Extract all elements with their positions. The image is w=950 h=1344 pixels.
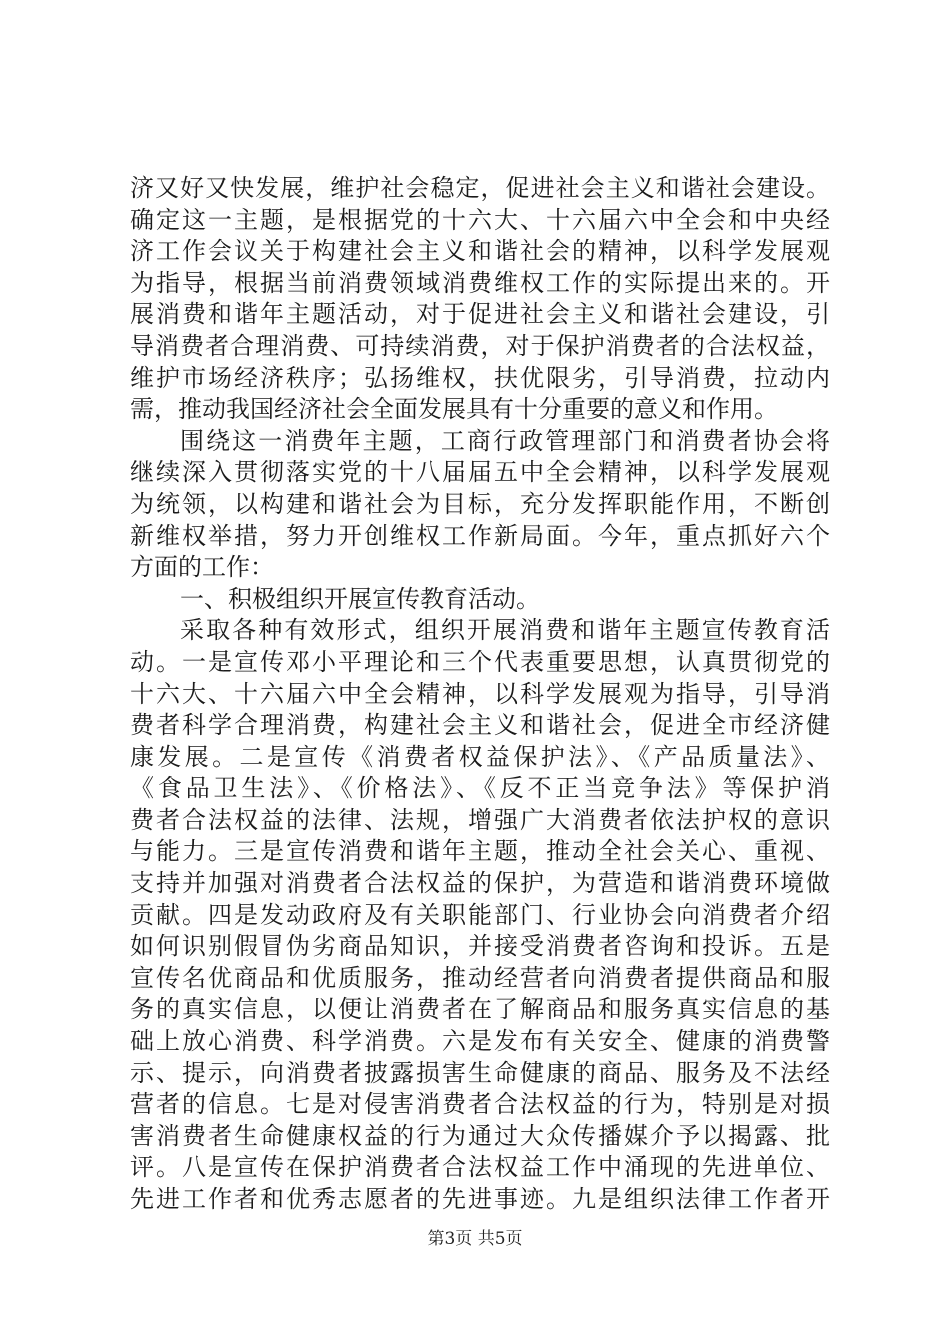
- text-line: 与能力。三是宣传消费和谐年主题，推动全社会关心、重视、: [130, 837, 830, 866]
- text-line: 示、提示，向消费者披露损害生命健康的商品、服务及不法经: [130, 1058, 830, 1087]
- text-line: 一、积极组织开展宣传教育活动。: [180, 584, 540, 613]
- text-line: 先进工作者和优秀志愿者的先进事迹。九是组织法律工作者开: [130, 1185, 830, 1213]
- text-line: 确定这一主题，是根据党的十六大、十六届六中全会和中央经: [130, 205, 830, 234]
- text-line: 评。八是宣传在保护消费者合法权益工作中涌现的先进单位、: [130, 1153, 830, 1182]
- text-line: 支持并加强对消费者合法权益的保护，为营造和谐消费环境做: [130, 869, 830, 898]
- text-line: 费者科学合理消费，构建社会主义和谐社会，促进全市经济健: [130, 711, 830, 740]
- text-line: 费者合法权益的法律、法规，增强广大消费者依法护权的意识: [130, 805, 830, 834]
- text-line: 础上放心消费、科学消费。六是发布有关安全、健康的消费警: [130, 1027, 830, 1056]
- text-line: 动。一是宣传邓小平理论和三个代表重要思想，认真贯彻党的: [130, 647, 830, 676]
- text-line: 继续深入贯彻落实党的十八届届五中全会精神，以科学发展观: [130, 458, 830, 487]
- text-line: 展消费和谐年主题活动，对于促进社会主义和谐社会建设，引: [130, 300, 830, 329]
- text-line: 围绕这一消费年主题，工商行政管理部门和消费者协会将: [180, 426, 830, 455]
- text-line: 为统领，以构建和谐社会为目标，充分发挥职能作用，不断创: [130, 489, 830, 518]
- document-body: [130, 173, 830, 1216]
- page-footer: [0, 1224, 950, 1249]
- text-line: 宣传名优商品和优质服务，推动经营者向消费者提供商品和服: [130, 963, 830, 992]
- page-number-label: 第3页 共5页: [427, 1229, 523, 1249]
- text-line: 《食品卫生法》、《价格法》、《反不正当竞争法》等保护消: [130, 774, 830, 803]
- text-line: 十六大、十六届六中全会精神，以科学发展观为指导，引导消: [130, 679, 830, 708]
- text-line: 济又好又快发展，维护社会稳定，促进社会主义和谐社会建设。: [130, 174, 830, 202]
- text-line: 为指导，根据当前消费领域消费维权工作的实际提出来的。开: [130, 268, 830, 297]
- text-line: 新维权举措，努力开创维权工作新局面。今年，重点抓好六个: [130, 521, 830, 550]
- text-line: 需，推动我国经济社会全面发展具有十分重要的意义和作用。: [130, 395, 778, 424]
- text-line: 害消费者生命健康权益的行为通过大众传播媒介予以揭露、批: [130, 1121, 830, 1150]
- text-line: 维护市场经济秩序；弘扬维权，扶优限劣，引导消费，拉动内: [130, 363, 830, 392]
- text-line: 方面的工作：: [130, 553, 274, 582]
- text-line: 济工作会议关于构建社会主义和谐社会的精神，以科学发展观: [130, 237, 830, 266]
- text-line: 营者的信息。七是对侵害消费者合法权益的行为，特别是对损: [130, 1090, 830, 1119]
- text-line: 如何识别假冒伪劣商品知识，并接受消费者咨询和投诉。五是: [130, 932, 830, 961]
- text-line: 采取各种有效形式，组织开展消费和谐年主题宣传教育活: [180, 616, 830, 645]
- text-line: 康发展。二是宣传《消费者权益保护法》、《产品质量法》、: [130, 742, 830, 771]
- text-line: 导消费者合理消费、可持续消费，对于保护消费者的合法权益，: [130, 331, 830, 360]
- text-line: 务的真实信息，以便让消费者在了解商品和服务真实信息的基: [130, 995, 830, 1024]
- text-line: 贡献。四是发动政府及有关职能部门、行业协会向消费者介绍: [130, 900, 830, 929]
